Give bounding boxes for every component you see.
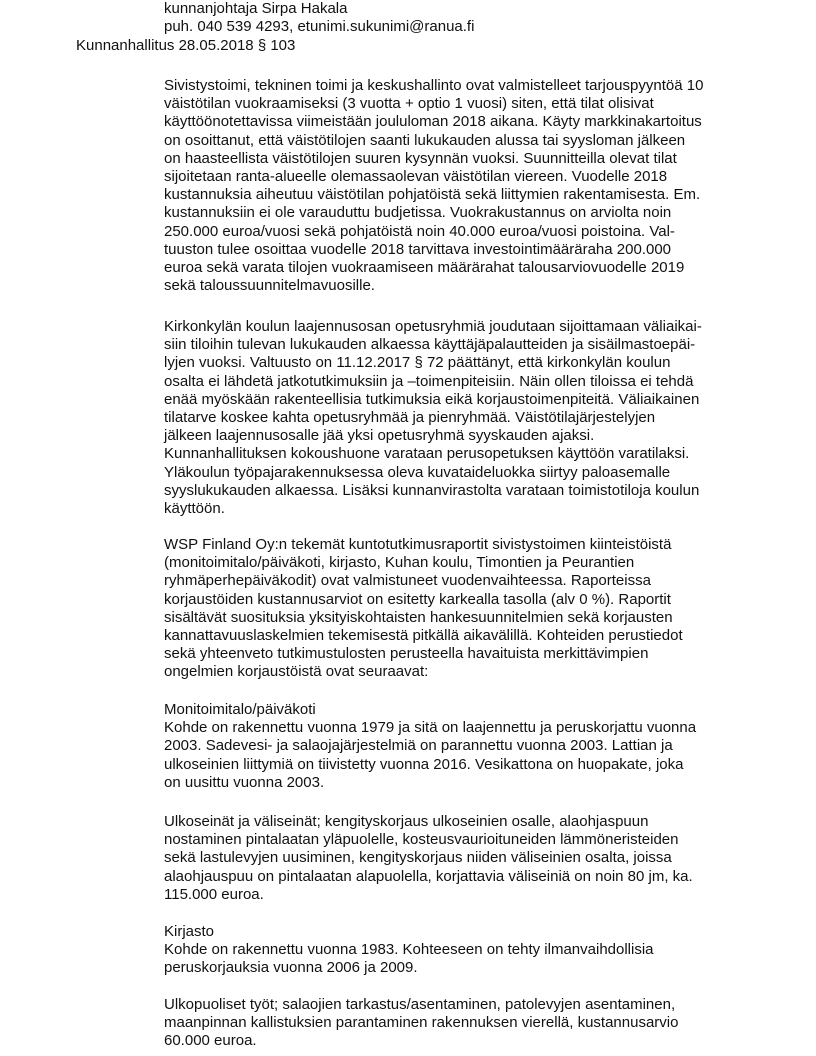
text-line: osalta ei lähdetä jatkotutkimuksiin ja –toimenpiteisiin. Näin ollen tiloissa ei tehdä [164, 372, 694, 390]
text-line: Kunnanhallituksen kokoushuone varataan perusopetuksen käyttöön varatilaksi. [164, 445, 690, 463]
text-line: lyjen vuoksi. Valtuusto on 11.12.2017 § 72 päättänyt, että kirkonkylän koulun [164, 354, 671, 372]
text-line: Kohde on rakennettu vuonna 1983. Kohteeseen on tehty ilmanvaihdollisia [164, 941, 654, 959]
text-line: sekä lastulevyjen uusiminen, kengityskorjaus niiden väliseinien osalta, joissa [164, 849, 672, 867]
section-monitoimitalo [164, 701, 696, 792]
contact-info: puh. 040 539 4293, etunimi.sukunimi@ranua.fi [164, 18, 475, 35]
text-line: ulkoseinien liittymiä on tiivistetty vuonna 2016. Vesikattona on huopakate, joka [164, 755, 684, 773]
text-line: sekä yhteenveto tutkimustulosten perusteella havaituista merkittävimpien [164, 645, 649, 663]
text-line: ongelmien korjaustöistä ovat seuraavat: [164, 663, 429, 681]
paragraph [164, 77, 703, 295]
text-line: siin tiloihin tulevan lukukauden alkaessa käyttäjäpalautteiden ja sisäilmastoepäi- [164, 336, 696, 354]
text-line: peruskorjauksia vuonna 2006 ja 2009. [164, 959, 418, 977]
text-line: on osoittanut, että väistötilojen saanti lukukauden alussa tai syysloman jälkeen [164, 131, 686, 149]
text-line: Monitoimitalo/päiväkoti [164, 701, 316, 718]
text-line: euroa sekä varata tilojen vuokraamiseen määrärahat talousarviovuodelle 2019 [164, 258, 685, 276]
text-line: Ulkoseinät ja väliseinät; kengityskorjaus ulkoseinien osalle, alaohjaspuun [164, 813, 649, 830]
text-line: Ulkopuoliset työt; salaojien tarkastus/asentaminen, patolevyjen asentaminen, [164, 996, 676, 1013]
text-line: käyttöönotettavissa viimeistään joululoman 2018 aikana. Käyty markkinakartoitus [164, 113, 702, 131]
text-line: 250.000 euroa/vuosi sekä pohjatöistä noin 40.000 euroa/vuosi poistoina. Val- [164, 222, 675, 240]
text-line: korjaustöiden kustannusarviot on esitetty karkealla tasolla (alv 0 %). Raportit [164, 590, 671, 608]
text-line: ryhmäperhepäiväkodit) ovat valmistuneet vuodenvaihteessa. Raporteissa [164, 572, 651, 590]
text-line: väistötilan vuokraamiseksi (3 vuotta + optio 1 vuosi) siten, että tilat olisivat [164, 95, 654, 113]
text-line: 115.000 euroa. [164, 885, 264, 903]
text-line: enää myöskään rakenteellisia tutkimuksia eikä korjaustoimenpiteitä. Väliaikainen [164, 390, 700, 408]
section-kirjasto [164, 923, 654, 978]
text-line: on haasteellista väistötilojen suuren kysynnän vuoksi. Suunnitteilla olevat tilat [164, 149, 677, 167]
text-line: 60.000 euroa. [164, 1032, 257, 1050]
text-line: (monitoimitalo/päiväkoti, kirjasto, Kuhan koulu, Timontien ja Peurantien [164, 554, 635, 572]
text-line: jälkeen laajennusosalle jää yksi opetusryhmä syyskauden ajaksi. [164, 427, 595, 445]
paragraph [164, 996, 678, 1051]
text-line: Kohde on rakennettu vuonna 1979 ja sitä on laajennettu ja peruskorjattu vuonna [164, 719, 697, 737]
text-line: Kirkonkylän koulun laajennusosan opetusryhmiä joudutaan sijoittamaan väliaikai- [164, 318, 702, 335]
text-line: tilatarve koskee kahta opetusryhmää ja pienryhmää. Väistötilajärjestelyjen [164, 408, 656, 426]
text-line: kustannuksia aiheutuu väistötilan pohjatöistä sekä liittymien rakentamisesta. Em. [164, 186, 701, 204]
text-line: kannattavuuslaskelmien tekemisestä pitkällä aikavälillä. Kohteiden perustiedot [164, 626, 683, 644]
text-line: Kirjasto [164, 923, 215, 940]
text-line: 2003. Sadevesi- ja salaojajärjestelmiä on parannettu vuonna 2003. Lattian ja [164, 737, 673, 755]
paragraph [164, 536, 683, 682]
text-line: Yläkoulun työpajarakennuksessa oleva kuvataideluokka siirtyy paloasemalle [164, 463, 671, 481]
text-line: sisältävät suosituksia yksityiskohtaisten hankesuunnitelmien sekä korjausten [164, 608, 673, 626]
paragraph [164, 318, 702, 518]
text-line: maanpinnan kallistuksien parantaminen rakennuksen vierellä, kustannusarvio [164, 1014, 679, 1032]
text-line: on uusittu vuonna 2003. [164, 773, 325, 791]
text-line: syyslukukauden alkaessa. Lisäksi kunnanvirastolta varataan toimistotiloja koulun [164, 481, 700, 499]
text-line: sekä taloussuunnitelmavuosille. [164, 277, 375, 295]
text-line: käyttöön. [164, 499, 225, 517]
text-line: alaohjauspuu on pintalaatan alapuolella, korjattavia väliseiniä on noin 80 jm, ka. [164, 867, 693, 885]
text-line: Sivistystoimi, tekninen toimi ja keskushallinto ovat valmistelleet tarjouspyyntöä 10 [164, 77, 704, 94]
text-line: kustannuksiin ei ole varauduttu budjetissa. Vuokrakustannus on arviolta noin [164, 204, 672, 222]
text-line: sijoitetaan ranta-alueelle olemassaolevan väistötilan viereen. Vuodelle 2018 [164, 167, 668, 185]
text-line: WSP Finland Oy:n tekemät kuntotutkimusraportit sivistystoimen kiinteistöistä [164, 536, 672, 553]
text-line: tuuston tulee osoittaa vuodelle 2018 tarvittava investointimääräraha 200.000 [164, 240, 672, 258]
contact-name: kunnanjohtaja Sirpa Hakala [164, 0, 348, 17]
text-line: nostaminen pintalaatan yläpuolelle, kosteusvaurioituneiden lämmöneristeiden [164, 831, 679, 849]
meeting-reference: Kunnanhallitus 28.05.2018 § 103 [76, 37, 296, 54]
paragraph [164, 813, 693, 904]
